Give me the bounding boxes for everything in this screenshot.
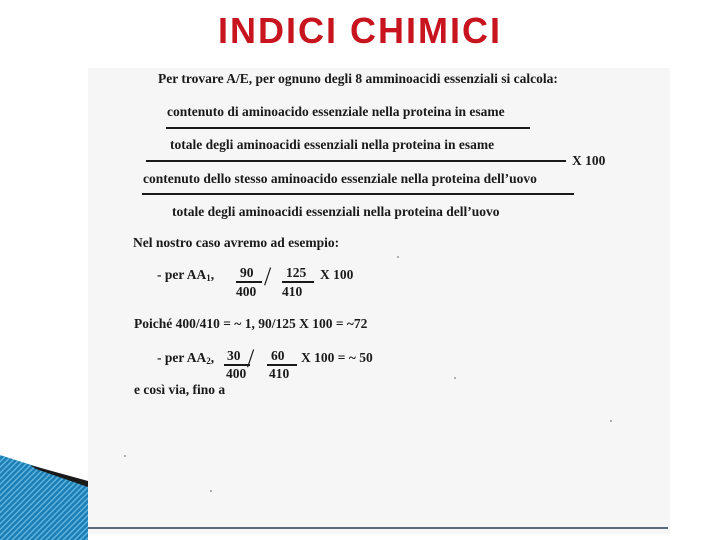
example1-multiplier: X 100 [320, 267, 354, 282]
example2-denominator-2: 410 [269, 366, 290, 381]
example1-bar-2 [282, 281, 314, 283]
main-fraction-bar [146, 160, 566, 162]
example1-denominator-1: 400 [236, 284, 257, 299]
scan-speck [454, 377, 456, 379]
formula-denominator-bottom: totale degli aminoacidi essenziali nella proteina dell’uovo [172, 204, 500, 219]
example1-slash: / [264, 262, 272, 291]
fraction-bar-top [166, 127, 530, 129]
closing-text: e così via, fino a [134, 382, 226, 397]
example-intro: Nel nostro caso avremo ad esempio: [133, 235, 340, 250]
note-text: Poiché 400/410 = ~ 1, 90/125 X 100 = ~72 [134, 316, 368, 331]
example2-slash: / [247, 344, 255, 373]
formula-denominator-top: totale degli aminoacidi essenziali nella proteina in esame [170, 137, 495, 152]
example1-numerator-1: 90 [240, 265, 254, 280]
fraction-bar-bottom [142, 193, 574, 195]
formula-numerator-top: contenuto di aminoacido essenziale nella proteina in esame [167, 104, 505, 119]
scan-speck [124, 455, 126, 457]
example2-prefix: - per $AA_2$, [157, 350, 215, 366]
scan-speck [397, 256, 399, 258]
example1-bar-1 [236, 281, 262, 283]
example1-denominator-2: 410 [282, 284, 303, 299]
example2-numerator-1: 30 [227, 348, 241, 363]
example2-result: X 100 = ~ 50 [301, 350, 373, 365]
scan-speck [210, 490, 212, 492]
corner-decoration [0, 455, 88, 540]
example1-numerator-2: 125 [286, 265, 307, 280]
example2-denominator-1: 400 [226, 366, 247, 381]
scan-speck [610, 420, 612, 422]
formula-numerator-bottom: contenuto dello stesso aminoacido essenziale nella proteina dell’uovo [143, 171, 537, 186]
document-bottom-border [88, 527, 668, 529]
slide-title: INDICI CHIMICI [218, 10, 502, 51]
intro-text: Per trovare A/E, per ognuno degli 8 amminoacidi essenziali si calcola: [158, 71, 558, 86]
example2-numerator-2: 60 [271, 348, 285, 363]
formula-multiplier: X 100 [572, 153, 606, 168]
example1-prefix: - per $AA_1$, [157, 267, 215, 283]
